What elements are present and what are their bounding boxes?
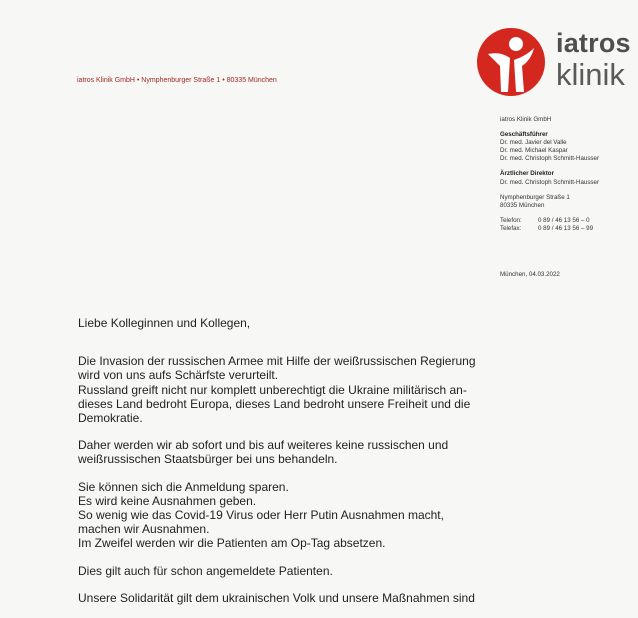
- text-line: Im Zweifel werden wir die Patienten am Op-Tag absetzen.: [78, 536, 386, 551]
- text-line: Demokratie.: [78, 411, 143, 426]
- text-line: Dies gilt auch für schon angemeldete Patienten.: [78, 563, 333, 578]
- text-line: Sie können sich die Anmeldung sparen.: [78, 479, 289, 494]
- text-line: dieses Land bedroht Europa, dieses Land bedroht unsere Freiheit und die: [78, 396, 471, 411]
- management-block: [500, 131, 636, 163]
- director-block: [500, 170, 636, 186]
- director-heading: Ärztlicher Direktor: [500, 170, 554, 178]
- paragraph-solidarity: [78, 591, 494, 605]
- clinic-logo: [474, 24, 634, 102]
- fax-row: [500, 225, 636, 233]
- street: Nymphenburger Straße 1: [500, 193, 570, 201]
- text-line: weißrussischen Staatsbürger bei uns behandeln.: [78, 452, 338, 467]
- brand-name-top: iatros: [556, 28, 631, 58]
- letter-date: München, 04.03.2022: [500, 271, 560, 279]
- letter-body: [78, 316, 494, 618]
- paragraph-consequence: [78, 438, 494, 466]
- paragraph-no-exceptions: [78, 480, 494, 551]
- figure-logo-icon: [474, 24, 550, 100]
- brand-name-bottom: klinik: [556, 57, 625, 92]
- text-line: Daher werden wir ab sofort und bis auf weiteres keine russischen und: [78, 438, 449, 453]
- text-line: machen wir Ausnahmen.: [78, 522, 210, 537]
- phone-row: [500, 217, 636, 225]
- text-line: So wenig wie das Covid-19 Virus oder Herr Putin Ausnahmen macht,: [78, 508, 444, 523]
- city: 80335 München: [500, 201, 545, 209]
- contact-block: [500, 217, 636, 233]
- phone-number: 0 89 / 46 13 56 – 0: [538, 216, 590, 224]
- manager-name: Dr. med. Christoph Schmitt-Hausser: [500, 155, 600, 163]
- letterhead-sidebar: [500, 116, 636, 279]
- management-heading: Geschäftsführer: [500, 131, 548, 139]
- text-line: Es wird keine Ausnahmen geben.: [78, 493, 257, 508]
- fax-number: 0 89 / 46 13 56 – 99: [538, 224, 594, 232]
- text-line: Unsere Solidarität gilt dem ukrainischen Volk und unsere Maßnahmen sind: [78, 590, 475, 605]
- manager-name: Dr. med. Javier del Valle: [500, 139, 567, 147]
- paragraph-invasion: [78, 354, 494, 425]
- paragraph-registered-patients: [78, 564, 494, 578]
- text-line: Russland greift nicht nur komplett unberechtigt die Ukraine militärisch an-: [78, 382, 467, 397]
- manager-name: Dr. med. Michael Kaspar: [500, 147, 568, 155]
- address-block: [500, 194, 636, 210]
- phone-label: Telefon:: [500, 216, 522, 224]
- sender-address-line: iatros Klinik GmbH • Nymphenburger Straße 1 • 80335 München: [77, 77, 277, 84]
- director-name: Dr. med. Christoph Schmitt-Hausser: [500, 178, 600, 186]
- text-line: Die Invasion der russischen Armee mit Hilfe der weißrussischen Regierung: [78, 354, 476, 369]
- greeting: Liebe Kolleginnen und Kollegen,: [78, 316, 251, 330]
- company-name: iatros Klinik GmbH: [500, 116, 552, 123]
- text-line: wird von uns aufs Schärfste verurteilt.: [78, 368, 279, 383]
- fax-label: Telefax:: [500, 224, 522, 232]
